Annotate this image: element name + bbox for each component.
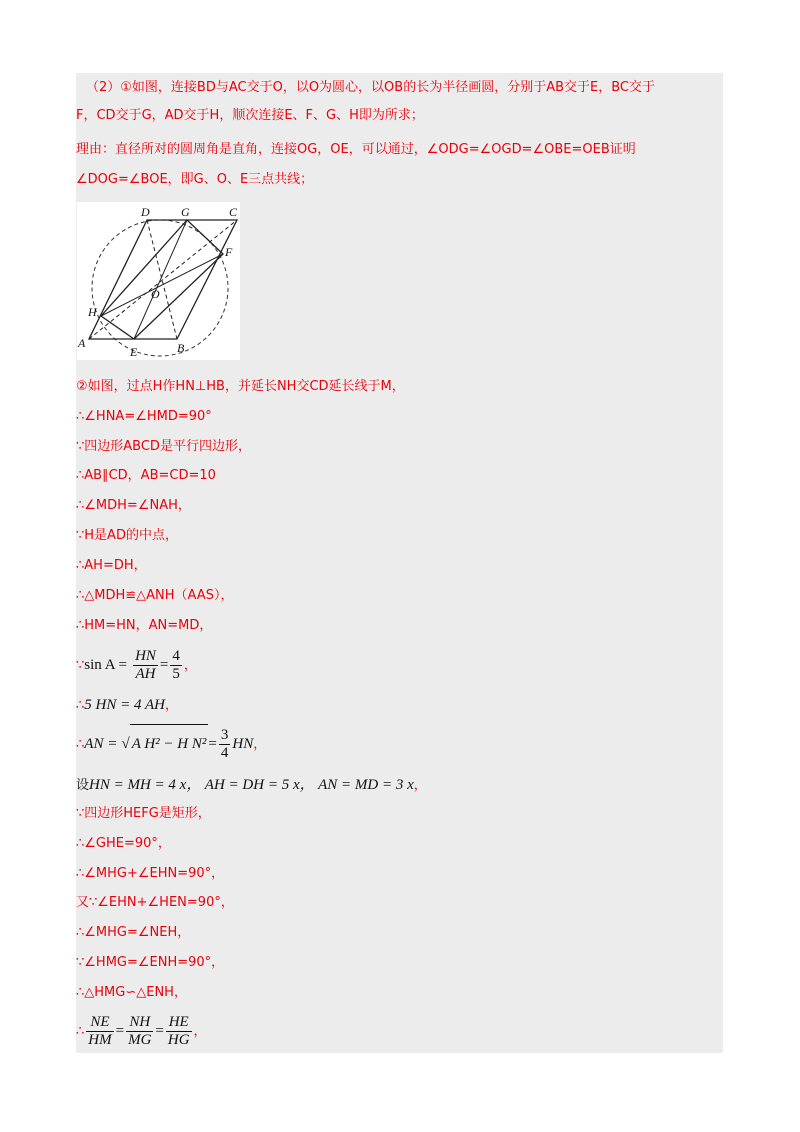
text-line-22: ∴∠MHG=∠NEH， xyxy=(76,925,191,940)
label-h: H xyxy=(88,305,97,319)
text-line-5: ②如图，过点H作HN⊥HB，并延长NH交CD延长线于M， xyxy=(76,379,405,394)
fraction-he-hg xyxy=(166,1014,192,1049)
text-line-3: 理由：直径所对的圆周角是直角，连接OG，OE，可以通过，∠ODG=∠OGD=∠OBE=OEB证明 xyxy=(76,142,636,157)
five-expr: 5 HN = 4 AH xyxy=(84,697,165,713)
frac-den: AH xyxy=(135,666,156,682)
math-an-line xyxy=(76,724,266,764)
five-end: ， xyxy=(164,698,178,713)
label-g: G xyxy=(181,205,190,219)
five-prefix: ∴ xyxy=(76,698,85,713)
ratio-prefix: ∴ xyxy=(76,1024,85,1039)
dashed-circle xyxy=(92,220,228,356)
text-line-24: ∴△HMG∽△ENH， xyxy=(76,985,187,1000)
an-lhs: AN = xyxy=(84,736,118,752)
sqrt-sign: √ xyxy=(121,736,130,752)
set-expr: HN = MH = 4 x， AH = DH = 5 x， AN = MD = 3 x xyxy=(89,777,414,793)
text-line-11: ∴AH=DH， xyxy=(76,558,147,573)
label-c: C xyxy=(229,205,238,219)
fraction-4-5 xyxy=(170,648,182,683)
fraction-ne-hm xyxy=(86,1014,113,1049)
geometry-figure xyxy=(77,202,240,360)
frac-num: NH xyxy=(126,1014,153,1032)
text-line-7: ∵四边形ABCD是平行四边形， xyxy=(76,439,251,454)
frac-num: 4 xyxy=(172,648,180,664)
equals-sign: = xyxy=(115,1023,125,1039)
fraction-nh-mg xyxy=(126,1014,153,1049)
frac-num: HN xyxy=(135,648,156,664)
radicand: A H² − H N² xyxy=(130,724,209,763)
fraction-3-4 xyxy=(219,727,231,762)
math-ratio-line xyxy=(76,1012,207,1051)
segment-eg xyxy=(134,220,187,339)
frac-den: HM xyxy=(88,1032,112,1048)
label-a: A xyxy=(78,336,86,350)
frac-num: HE xyxy=(166,1014,192,1032)
label-e: E xyxy=(130,345,138,359)
text-line-13: ∴HM=HN，AN=MD， xyxy=(76,618,213,633)
frac-num: 3 xyxy=(220,727,229,743)
text-line-23: ∵∠HMG=∠ENH=90°， xyxy=(76,955,225,970)
text-line-2: F，CD交于G，AD交于H，顺次连接E、F、G、H即为所求； xyxy=(76,108,424,123)
frac-den: MG xyxy=(128,1032,152,1048)
text-line-20: ∴∠MHG+∠EHN=90°， xyxy=(76,866,225,881)
sin-lhs: sin A = xyxy=(84,657,127,673)
frac-den: HG xyxy=(167,1032,190,1048)
math-sin-line xyxy=(76,646,197,685)
text-line-19: ∴∠GHE=90°， xyxy=(76,836,171,851)
text-line-1: （2）①如图，连接BD与AC交于O，以O为圆心，以OB的长为半径画圆，分别于AB交于E，BC交于 xyxy=(86,80,656,95)
comma: ， xyxy=(183,658,197,673)
text-line-10: ∵H是AD的中点， xyxy=(76,528,178,543)
math-five-line xyxy=(76,697,178,714)
parallelogram-circle-diagram xyxy=(77,202,240,360)
text-line-9: ∴∠MDH=∠NAH， xyxy=(76,498,191,513)
equals-sign: = xyxy=(155,1023,164,1039)
frac-num: NE xyxy=(86,1014,113,1032)
text-line-6: ∴∠HNA=∠HMD=90° xyxy=(76,409,212,424)
text-line-18: ∵四边形HEFG是矩形， xyxy=(76,806,211,821)
an-rhs: HN xyxy=(232,736,254,752)
equals-sign: = xyxy=(159,657,169,673)
frac-den: 4 xyxy=(220,745,229,761)
text-line-12: ∴△MDH≌△ANH（AAS）， xyxy=(76,588,234,603)
label-b: B xyxy=(177,341,185,355)
text-line-4: ∠DOG=∠BOE，即G、O、E三点共线； xyxy=(76,172,314,187)
sin-prefix: ∵ xyxy=(76,658,85,673)
diagonal-ac xyxy=(89,220,237,339)
equals-sign: = xyxy=(208,736,217,752)
frac-den: 5 xyxy=(172,666,180,682)
set-end: ， xyxy=(413,778,427,793)
an-prefix: ∴ xyxy=(76,737,85,752)
text-line-21: 又∵∠EHN+∠HEN=90°， xyxy=(76,895,234,910)
label-d: D xyxy=(141,205,150,219)
an-end: ， xyxy=(253,737,267,752)
text-line-8: ∴AB∥CD，AB=CD=10 xyxy=(76,468,216,483)
math-set-line xyxy=(76,777,427,794)
ratio-end: ， xyxy=(193,1024,207,1039)
fraction-hn-ah xyxy=(133,648,158,683)
label-o: O xyxy=(151,287,160,301)
label-f: F xyxy=(225,245,233,259)
set-prefix: 设 xyxy=(76,778,90,793)
rectangle-hefg xyxy=(101,220,223,339)
